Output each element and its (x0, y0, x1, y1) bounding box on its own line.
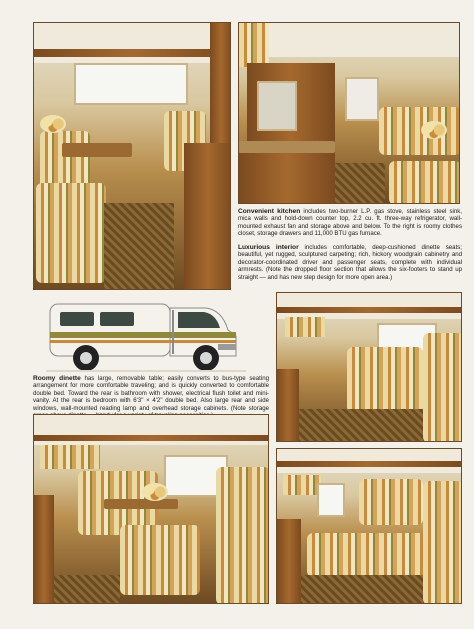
van-illustration (46, 296, 246, 374)
photo-interior-forward (33, 22, 231, 290)
photo-dinette-table (33, 414, 269, 604)
caption-dinette-title: Roomy dinette (33, 375, 81, 382)
caption-interior-title: Luxurious interior (238, 244, 299, 251)
photo-dinette-bed (276, 448, 462, 604)
caption-interior-body: includes comfortable, deep-cushioned dinette seats; beautiful, yet rugged, sculptured carpeting; rich, hickory woodgrain cabinetry and decorator-coordinated driver and passenger seats, complete with individual armrests. (Note the dropped floor section that allows the six-footers to stand up straight — and has new step design for more open area.) (238, 244, 462, 281)
caption-dinette-body: has large, removable table; easily converts to bus-type seating arrangement for more comfortable traveling; and is quickly converted to comfortable double bed. Toward the rear is bathroom with shower, electrical flush toilet and mini-vanity. At the rear is bedroom with 6'3" × 4'2" double bed. Also large rear and side windows, wall-mounted reading lamp and overhead storage cabinets. (Note storage (33, 375, 269, 412)
caption-kitchen-body: includes two-burner L.P. gas stove, stainless steel sink, mica walls and hold-down counter top, 2.2 cu. ft. three-way refrigerator, wall-mounted exhaust fan and storage above and below. To the right is roomy clothes closet, storage drawers and 11,000 BTU gas furnace. (238, 208, 462, 238)
flower-arrangement (40, 115, 66, 133)
flower-arrangement (421, 121, 447, 139)
photo-kitchen (238, 22, 460, 204)
flower-arrangement (142, 483, 168, 501)
windshield (74, 63, 188, 105)
caption-interior (238, 244, 462, 281)
photo-dinette-seats (276, 292, 462, 442)
kitchen-counter (239, 141, 335, 153)
caption-dinette (33, 375, 269, 419)
dinette-table (62, 143, 132, 157)
dinette-table (104, 499, 178, 509)
caption-kitchen (238, 208, 462, 238)
caption-kitchen-title: Convenient kitchen (238, 208, 301, 215)
